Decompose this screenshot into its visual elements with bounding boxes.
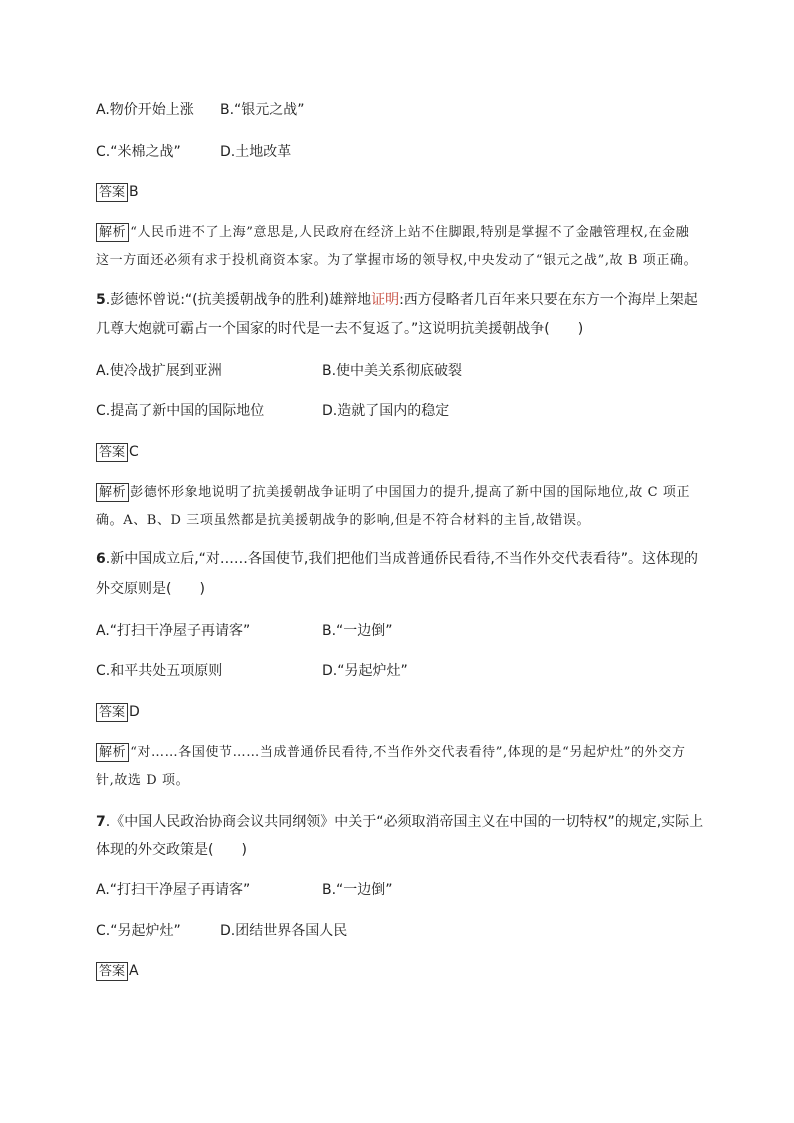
answer-label: 答案 — [96, 443, 128, 462]
q6-option-b: B.“一边倒” — [322, 623, 393, 639]
q5-option-a: A.使冷战扩展到亚洲 — [96, 363, 222, 379]
q5-explanation-line1: 解析 彭德怀形象地说明了抗美援朝战争证明了中国国力的提升,提高了新中国的国际地位,故 C 项正 — [96, 483, 690, 503]
q7-options-row2 — [96, 921, 348, 941]
q5-stem-line1: 5.彭德怀曾说:“(抗美援朝战争的胜利)雄辩地证明:西方侵略者几百年来只要在东方一个海岸上架起 — [96, 292, 698, 308]
q5-stem-line2: 几尊大炮就可霸占一个国家的时代是一去不复返了。”这说明抗美援朝战争( ) — [96, 321, 584, 337]
q6-option-c: C.和平共处五项原则 — [96, 663, 223, 679]
q4-option-c: C.“米棉之战” — [96, 144, 181, 160]
explanation-label: 解析 — [96, 223, 129, 242]
q7-options-row1 — [96, 880, 393, 900]
q7-option-d: D.团结世界各国人民 — [220, 923, 348, 939]
q7-stem-line1: 7.《中国人民政治协商会议共同纲领》中关于“必须取消帝国主义在中国的一切特权”的规定,实际上 — [96, 814, 704, 830]
q6-answer-value: D — [129, 704, 140, 720]
q4-explanation-line1: 解析 “人民币进不了上海”意思是,人民政府在经济上站不住脚跟,特别是掌握不了金融管理权,在金融 — [96, 223, 689, 243]
answer-label: 答案 — [96, 962, 128, 981]
q7-answer-value: A — [129, 963, 139, 979]
answer-label: 答案 — [96, 183, 128, 202]
q7-number: 7 — [96, 814, 106, 830]
q6-options-row1 — [96, 621, 393, 641]
q5-options-row2 — [96, 401, 450, 421]
q6-options-row2 — [96, 661, 408, 681]
q6-stem-line2: 外交原则是( ) — [96, 581, 205, 597]
q5-answer-value: C — [129, 444, 139, 460]
q5-option-d: D.造就了国内的稳定 — [322, 403, 450, 419]
q4-option-d: D.土地改革 — [220, 144, 292, 160]
q4-answer-value: B — [129, 184, 139, 200]
q7-option-b: B.“一边倒” — [322, 882, 393, 898]
q4-option-a: A.物价开始上涨 — [96, 102, 194, 118]
explanation-label: 解析 — [96, 483, 129, 502]
q6-explanation-line2: 针,故选 D 项。 — [96, 773, 190, 788]
answer-label: 答案 — [96, 703, 128, 722]
q4-explanation-line2: 这一方面还必须有求于投机商资本家。为了掌握市场的领导权,中央发动了“银元之战”,故 B 项正确。 — [96, 253, 698, 268]
q5-option-c: C.提高了新中国的国际地位 — [96, 403, 265, 419]
q4-answer — [96, 182, 139, 202]
q5-answer — [96, 442, 139, 462]
highlighted-word: 证明 — [371, 292, 400, 308]
q6-option-a: A.“打扫干净屋子再请客” — [96, 623, 251, 639]
q6-option-d: D.“另起炉灶” — [322, 663, 408, 679]
q6-answer — [96, 702, 140, 722]
explanation-label: 解析 — [96, 743, 129, 762]
q6-stem-line1: 6.新中国成立后,“对……各国使节,我们把他们当成普通侨民看待,不当作外交代表看待”。这体现的 — [96, 551, 699, 567]
q6-explanation-line1: 解析 “对……各国使节……当成普通侨民看待,不当作外交代表看待”,体现的是“另起炉灶”的外交方 — [96, 743, 685, 763]
q4-options-row1 — [96, 100, 305, 120]
q6-number: 6 — [96, 551, 106, 567]
q4-options-row2 — [96, 142, 292, 162]
q5-number: 5 — [96, 292, 106, 308]
q5-options-row1 — [96, 361, 463, 381]
q7-option-c: C.“另起炉灶” — [96, 923, 181, 939]
q4-option-b: B.“银元之战” — [220, 102, 305, 118]
q7-option-a: A.“打扫干净屋子再请客” — [96, 882, 251, 898]
q5-option-b: B.使中美关系彻底破裂 — [322, 363, 463, 379]
q5-explanation-line2: 确。A、B、D 三项虽然都是抗美援朝战争的影响,但是不符合材料的主旨,故错误。 — [96, 513, 591, 528]
q7-stem-line2: 体现的外交政策是( ) — [96, 842, 247, 858]
q7-answer — [96, 961, 139, 981]
